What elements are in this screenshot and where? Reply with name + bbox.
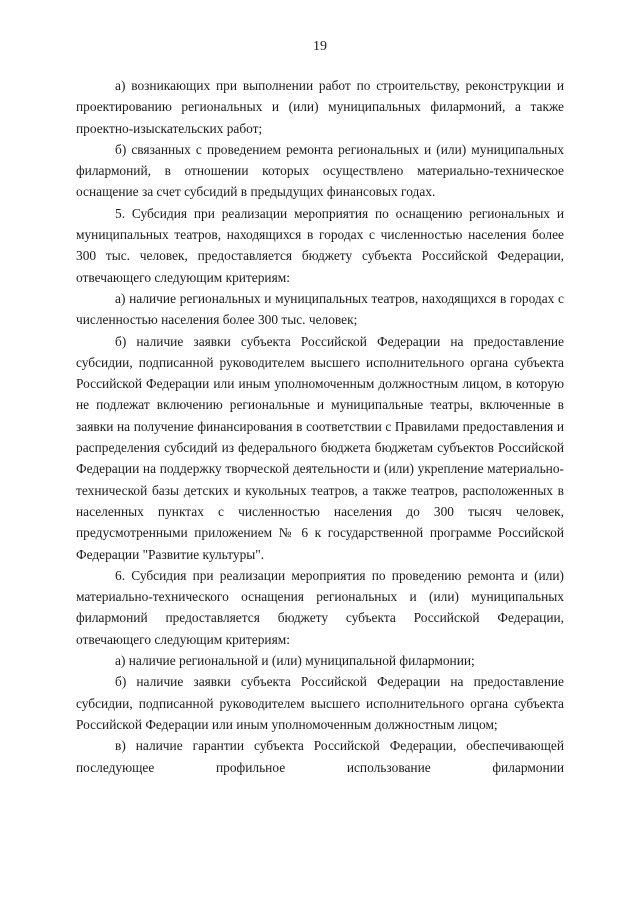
paragraph-item-5-criterion-a: а) наличие региональных и муниципальных театров, находящихся в городах с численностью населения более 300 тыс. человек;: [76, 290, 564, 328]
paragraph-item-6-criterion-c: в) наличие гарантии субъекта Российской Федерации, обеспечивающей последующее профильное использование филармонии: [76, 738, 564, 775]
paragraph-item-5-criterion-b: б) наличие заявки субъекта Российской Федерации на предоставление субсидии, подписанной руководителем высшего исполнительного органа субъекта Российской Федерации или иным уполномоченным должностным лицом, в которую не подлежат включению региональные и муниципальные театры, включенные в заявки на получение финансирования в соответствии с Правилами предоставления и распределения субсидий из федерального бюджета бюджетам субъектов Российской Федерации на поддержку творческой деятельности и (или) укрепление материально-технической базы детских и кукольных театров, а также театров, расположенных в населенных пунктах с численностью населения до 300 тысяч человек, предусмотренными приложением № 6 к государственной программе Российской Федерации "Развитие культуры".: [76, 333, 564, 562]
paragraph-subitem-b-repair: б) связанных с проведением ремонта региональных и (или) муниципальных филармоний, в отношении которых осуществлено материально-техническое оснащение за счет субсидий в предыдущих финансовых годах.: [76, 141, 564, 200]
paragraph-subitem-a-construction: а) возникающих при выполнении работ по строительству, реконструкции и проектированию региональных и (или) муниципальных филармоний, а также проектно-изыскательских работ;: [76, 78, 564, 136]
paragraph-item-6-criterion-b: б) наличие заявки субъекта Российской Федерации на предоставление субсидии, подписанной руководителем высшего исполнительного органа субъекта Российской Федерации или иным уполномоченным должностным лицом;: [76, 674, 564, 732]
paragraph-item-6: 6. Субсидия при реализации мероприятия по проведению ремонта и (или) материально-технического оснащения региональных и (или) муниципальных филармоний предоставляется бюджету субъекта Российской Федерации, отвечающего следующим критериям:: [76, 567, 564, 647]
paragraph-item-6-criterion-a: а) наличие региональной и (или) муниципальной филармонии;: [115, 653, 475, 669]
paragraph-item-5: 5. Субсидия при реализации мероприятия по оснащению региональных и муниципальных театров, находящихся в городах с численностью населения более 300 тыс. человек, предоставляется бюджету субъекта Российской Федерации, отвечающего следующим критериям:: [76, 205, 564, 285]
document-body: [76, 75, 564, 778]
page-number: 19: [313, 39, 327, 54]
